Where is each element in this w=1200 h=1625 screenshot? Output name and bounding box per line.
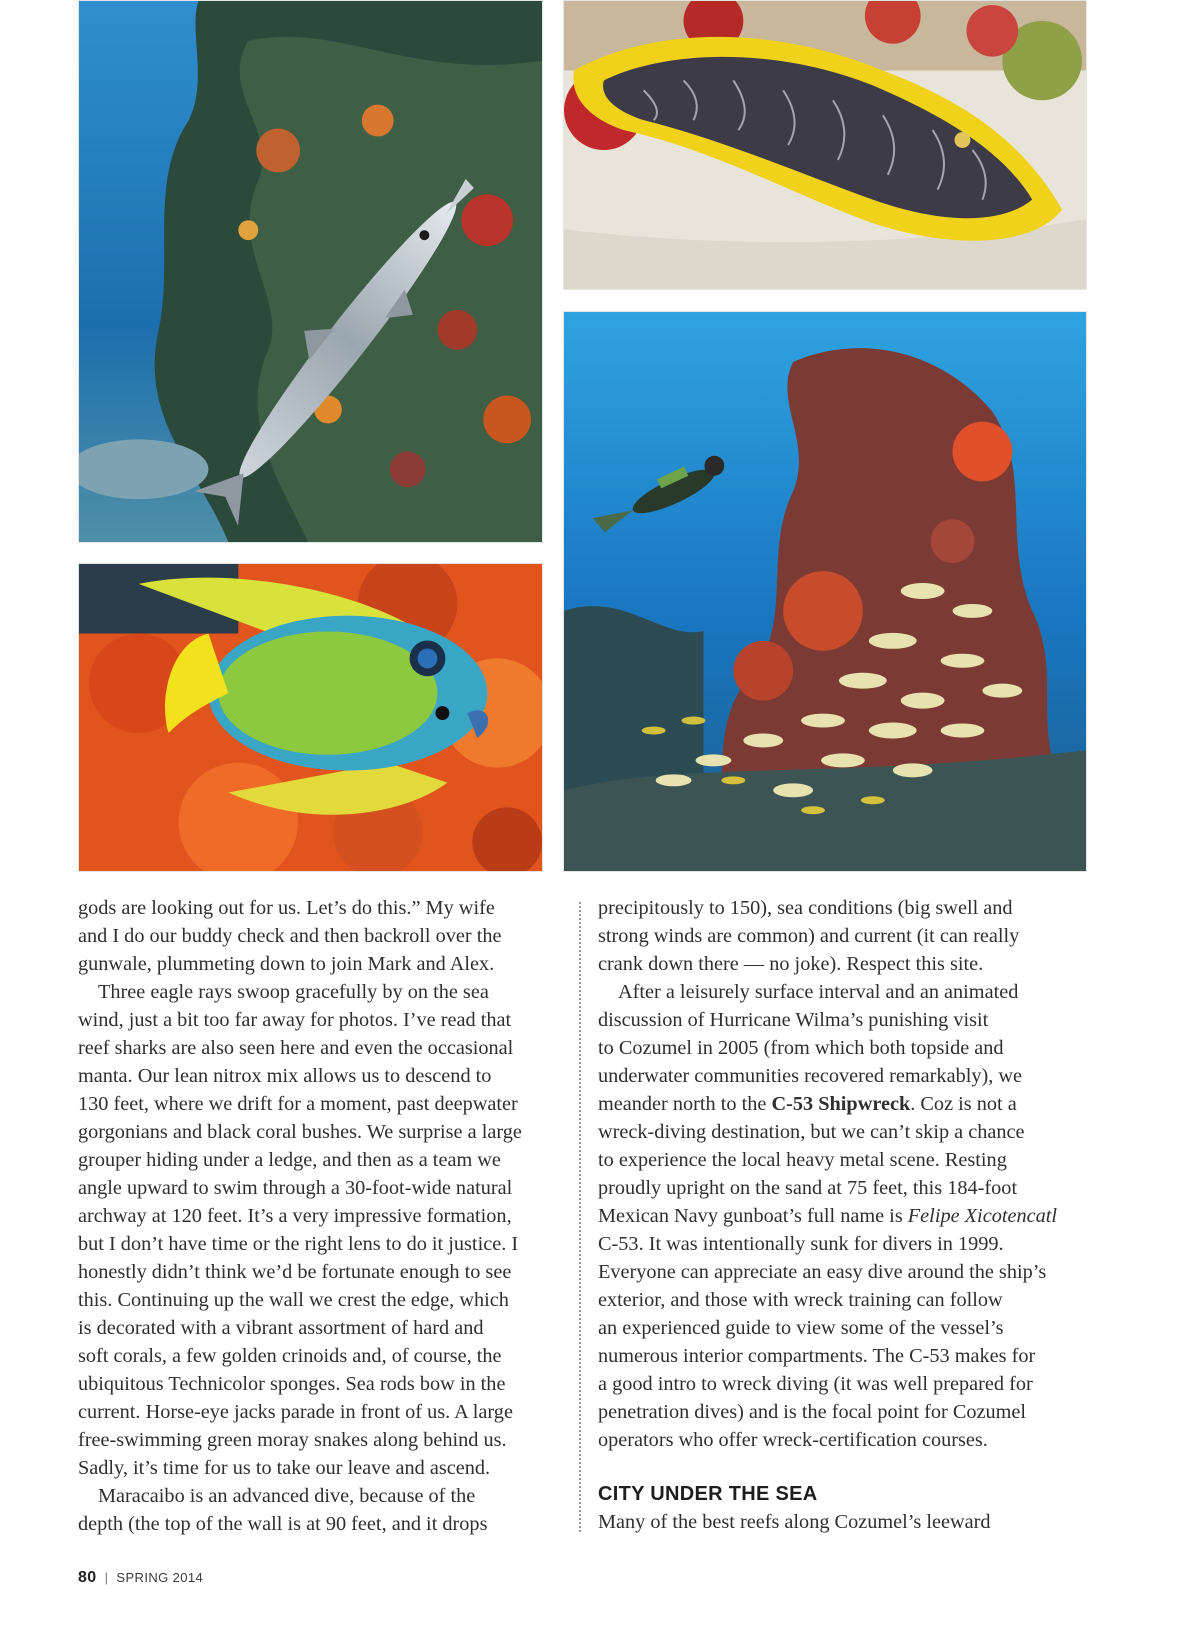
- issue-label: SPRING 2014: [116, 1570, 204, 1585]
- text-line: numerous interior compartments. The C-53 makes for: [598, 1345, 1036, 1367]
- text-line: proudly upright on the sand at 75 feet, this 184-foot: [598, 1177, 1018, 1199]
- text-run: . Coz is not a: [910, 1093, 1017, 1115]
- text-line: crank down there — no joke). Respect this site.: [598, 953, 984, 975]
- column-divider: [579, 902, 581, 1532]
- paragraph: [78, 894, 565, 978]
- body-column-right: [598, 894, 1098, 1536]
- paragraph: [78, 1482, 565, 1538]
- text-line: to experience the local heavy metal scene. Resting: [598, 1149, 1007, 1171]
- text-line: is decorated with a vibrant assortment of hard and: [78, 1317, 484, 1339]
- text-line: exterior, and those with wreck training can follow: [598, 1289, 1003, 1311]
- text-run: meander north to the: [598, 1093, 772, 1115]
- text-line: underwater communities recovered remarkably), we: [598, 1065, 1023, 1087]
- text-line: penetration dives) and is the focal point for Cozumel: [598, 1401, 1027, 1423]
- text-line: Sadly, it’s time for us to take our leave and ascend.: [78, 1457, 491, 1479]
- section-subhead: CITY UNDER THE SEA: [598, 1483, 818, 1505]
- text-line: honestly didn’t think we’d be fortunate enough to see: [78, 1261, 512, 1283]
- text-line: grouper hiding under a ledge, and then as a team we: [78, 1149, 501, 1171]
- text-line: Everyone can appreciate an easy dive around the ship’s: [598, 1261, 1047, 1283]
- paragraph: [598, 978, 1098, 1454]
- wreck-name: C-53 Shipwreck: [771, 1093, 911, 1115]
- body-column-left: [78, 894, 565, 1538]
- text-line: ubiquitous Technicolor sponges. Sea rods bow in the: [78, 1373, 506, 1395]
- toadfish-illustration: [564, 1, 1086, 289]
- text-line: gods are looking out for us. Let’s do this.” My wife: [78, 897, 495, 919]
- text-line: soft corals, a few golden crinoids and, of course, the: [78, 1345, 502, 1367]
- text-line: [598, 1090, 1098, 1118]
- text-line: gorgonians and black coral bushes. We surprise a large: [78, 1121, 522, 1143]
- text-line: strong winds are common) and current (it can really: [598, 925, 1020, 947]
- diver-and-reef-pinnacle-photo: [563, 311, 1087, 872]
- text-line: manta. Our lean nitrox mix allows us to descend to: [78, 1065, 492, 1087]
- text-line: reef sharks are also seen here and even the occasional: [78, 1037, 514, 1059]
- diver-reef-illustration: [564, 312, 1086, 871]
- text-line: After a leisurely surface interval and an animated: [618, 981, 1019, 1003]
- text-line: 130 feet, where we drift for a moment, past deepwater: [78, 1093, 518, 1115]
- text-line: free-swimming green moray snakes along behind us.: [78, 1429, 507, 1451]
- folio-separator: |: [104, 1570, 109, 1585]
- text-line: wind, just a bit too far away for photos. I’ve read that: [78, 1009, 512, 1031]
- text-line: a good intro to wreck diving (it was well prepared for: [598, 1373, 1033, 1395]
- text-line: wreck-diving destination, but we can’t skip a chance: [598, 1121, 1025, 1143]
- text-line: C-53. It was intentionally sunk for divers in 1999.: [598, 1233, 1004, 1255]
- text-line: current. Horse-eye jacks parade in front of us. A large: [78, 1401, 513, 1423]
- text-line: operators who offer wreck-certification courses.: [598, 1429, 988, 1451]
- queen-angelfish-photo: [78, 563, 543, 872]
- page-folio: [78, 1569, 203, 1587]
- text-line: to Cozumel in 2005 (from which both topside and: [598, 1037, 1004, 1059]
- text-run: Mexican Navy gunboat’s full name is: [598, 1205, 908, 1227]
- text-line: archway at 120 feet. It’s a very impressive formation,: [78, 1205, 512, 1227]
- splendid-toadfish-photo: [563, 0, 1087, 290]
- barracuda-photo: [78, 0, 543, 543]
- text-line: [598, 1202, 1098, 1230]
- paragraph: [598, 1508, 1098, 1536]
- text-line: precipitously to 150), sea conditions (big swell and: [598, 897, 1013, 919]
- text-line: angle upward to swim through a 30-foot-wide natural: [78, 1177, 513, 1199]
- text-line: and I do our buddy check and then backroll over the: [78, 925, 502, 947]
- paragraph: [598, 894, 1098, 978]
- text-line: Three eagle rays swoop gracefully by on the sea: [98, 981, 489, 1003]
- ship-full-name: Felipe Xicotencatl: [907, 1205, 1058, 1227]
- page-number: 80: [78, 1569, 97, 1586]
- text-line: Maracaibo is an advanced dive, because of the: [98, 1485, 476, 1507]
- text-line: but I don’t have time or the right lens to do it justice. I: [78, 1233, 519, 1255]
- text-line: depth (the top of the wall is at 90 feet, and it drops: [78, 1513, 488, 1535]
- barracuda-illustration: [79, 1, 542, 542]
- text-line: gunwale, plummeting down to join Mark and Alex.: [78, 953, 495, 975]
- text-line: an experienced guide to view some of the vessel’s: [598, 1317, 1004, 1339]
- paragraph: [78, 978, 565, 1482]
- text-line: Many of the best reefs along Cozumel’s leeward: [598, 1511, 991, 1533]
- angelfish-illustration: [79, 564, 542, 871]
- text-line: discussion of Hurricane Wilma’s punishing visit: [598, 1009, 989, 1031]
- text-line: this. Continuing up the wall we crest the edge, which: [78, 1289, 509, 1311]
